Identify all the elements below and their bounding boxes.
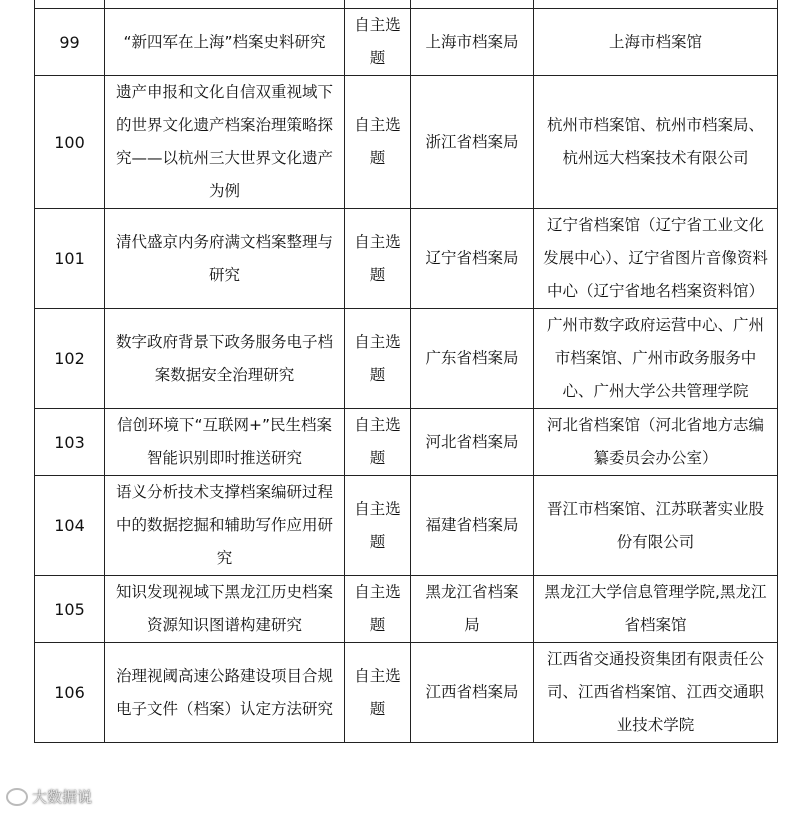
table-row (35, 643, 778, 743)
unit-cell: 杭州市档案馆、杭州市档案局、杭州远大档案技术有限公司 (534, 76, 778, 209)
unit-cell: 辽宁省档案馆（辽宁省工业文化发展中心）、辽宁省图片音像资料中心（辽宁省地名档案资料馆） (534, 209, 778, 309)
unit-cell: 晋江市档案馆、江苏联著实业股份有限公司 (534, 476, 778, 576)
topic-cell: 语义分析技术支撑档案编研过程中的数据挖掘和辅助写作应用研究 (105, 476, 345, 576)
type-cell: 自主选题 (345, 409, 411, 476)
unit-cell: 江西省交通投资集团有限责任公司、江西省档案馆、江西交通职业技术学院 (534, 643, 778, 743)
row-number: 103 (35, 409, 105, 476)
row-number: 100 (35, 76, 105, 209)
department-cell: 上海市档案局 (411, 9, 534, 76)
row-number: 106 (35, 643, 105, 743)
watermark-logo-icon (6, 788, 28, 806)
table-row (35, 76, 778, 209)
department-cell: 黑龙江省档案局 (411, 576, 534, 643)
table-row (35, 309, 778, 409)
department-cell: 广东省档案局 (411, 309, 534, 409)
table-row (35, 9, 778, 76)
type-cell: 自主选题 (345, 76, 411, 209)
cutoff-row (35, 0, 778, 9)
department-cell: 浙江省档案局 (411, 76, 534, 209)
watermark (6, 786, 92, 807)
topic-cell: 知识发现视域下黑龙江历史档案资源知识图谱构建研究 (105, 576, 345, 643)
type-cell: 自主选题 (345, 576, 411, 643)
department-cell: 辽宁省档案局 (411, 209, 534, 309)
type-cell: 自主选题 (345, 309, 411, 409)
type-cell: 自主选题 (345, 643, 411, 743)
unit-cell: 河北省档案馆（河北省地方志编纂委员会办公室） (534, 409, 778, 476)
unit-cell: 广州市数字政府运营中心、广州市档案馆、广州市政务服务中心、广州大学公共管理学院 (534, 309, 778, 409)
topic-cell: “新四军在上海”档案史料研究 (105, 9, 345, 76)
row-number: 99 (35, 9, 105, 76)
type-cell: 自主选题 (345, 209, 411, 309)
unit-cell: 黑龙江大学信息管理学院,黑龙江省档案馆 (534, 576, 778, 643)
department-cell: 福建省档案局 (411, 476, 534, 576)
type-cell: 自主选题 (345, 476, 411, 576)
row-number: 104 (35, 476, 105, 576)
table-row (35, 476, 778, 576)
topic-cell: 信创环境下“互联网+”民生档案智能识别即时推送研究 (105, 409, 345, 476)
topic-cell: 遗产申报和文化自信双重视域下的世界文化遗产档案治理策略探究——以杭州三大世界文化遗产为例 (105, 76, 345, 209)
department-cell: 河北省档案局 (411, 409, 534, 476)
watermark-text: 大数据说 (32, 788, 93, 806)
table-row (35, 409, 778, 476)
unit-cell: 上海市档案馆 (534, 9, 778, 76)
type-cell: 自主选题 (345, 9, 411, 76)
topic-cell: 数字政府背景下政务服务电子档案数据安全治理研究 (105, 309, 345, 409)
table-row (35, 209, 778, 309)
row-number: 102 (35, 309, 105, 409)
topic-cell: 治理视阈高速公路建设项目合规电子文件（档案）认定方法研究 (105, 643, 345, 743)
department-cell: 江西省档案局 (411, 643, 534, 743)
row-number: 101 (35, 209, 105, 309)
row-number: 105 (35, 576, 105, 643)
topic-cell: 清代盛京内务府满文档案整理与研究 (105, 209, 345, 309)
project-table (34, 0, 778, 743)
table-row (35, 576, 778, 643)
